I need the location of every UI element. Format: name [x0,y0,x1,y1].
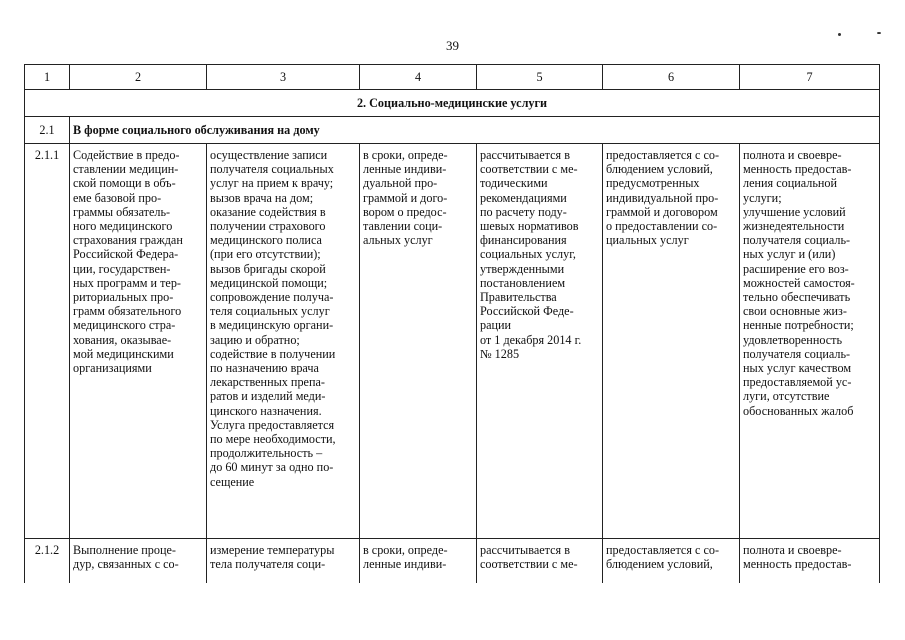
cell-text-line: зацию и обратно; [210,332,300,347]
cell-text-line: можностей самостоя- [743,275,855,290]
service-content-cell [207,144,360,539]
cell-text-line: Российской Феде- [480,304,574,319]
cell-text-line: медицинской помощи; [210,275,328,290]
subsection-title: В форме социального обслуживания на дому [70,117,880,144]
cell-text-line: медицинского стра- [73,318,176,333]
cell-text-line: индивидуальной про- [606,190,719,205]
section-title: 2. Социально-медицинские услуги [25,90,880,117]
cell-text-line: осуществление записи [210,148,328,162]
scan-speck [838,33,841,36]
cell-text-line: тодическими [480,176,548,191]
cell-text-line: ления социальной [743,176,838,191]
cell-text-line: тельно обеспечивать [743,290,851,305]
cell-text-line: блюдением условий, [606,557,713,572]
cell-text-line: расширение его воз- [743,261,849,276]
service-name-cell [70,144,207,539]
cell-text-line: Российской Федера- [73,247,179,262]
cell-text-line: предусмотренных [606,176,700,191]
cell-text-line: финансирования [480,233,567,248]
cell-text-line: полнота и своевре- [743,148,842,162]
header-cell: 6 [603,65,740,90]
cell-text-line: утвержденными [480,261,565,276]
service-terms-cell [360,144,477,539]
cell-text-line: рассчитывается в [480,543,570,557]
cell-text-line: социальных услуг, [480,247,576,262]
cell-text-line: риториальных про- [73,290,174,305]
cell-text-line: ненные потребности; [743,318,854,333]
cell-text-line: дур, связанных с со- [73,557,179,572]
cell-text-line: Услуга предоставляется [210,417,335,432]
row-number: 2.1.2 [25,539,70,584]
cell-text-line: сещение [210,474,255,489]
page-number: 39 [446,38,459,53]
cell-text-line: Правительства [480,290,557,305]
cell-text-line: менность предостав- [743,557,852,572]
table-row [25,144,880,539]
cell-text-line: по назначению врача [210,361,319,376]
cell-text-line: в сроки, опреде- [363,148,448,162]
service-tariff-cell [477,144,603,539]
cell-text-line: луги, отсутствие [743,389,830,404]
cell-text-line: постановлением [480,275,566,290]
cell-text-line: хования, оказывае- [73,332,172,347]
cell-text-line: циальных услуг [606,233,689,248]
cell-text-line: сопровождение получа- [210,290,334,305]
cell-text-line: мой медицинскими [73,346,174,361]
subsection-row [25,117,880,144]
section-row [25,90,880,117]
cell-text-line: тавлении соци- [363,219,443,234]
cell-text-line: предоставляемой ус- [743,375,852,390]
cell-text-line: медицинского полиса [210,233,322,248]
cell-text-line: тела получателя соци- [210,557,326,572]
cell-text-line: грамм обязательного [73,304,182,319]
subsection-number: 2.1 [25,117,70,144]
cell-text-line: вором о предос- [363,204,447,219]
header-cell: 2 [70,65,207,90]
cell-text-line: получении страхового [210,219,326,234]
cell-text-line: ставлении медицин- [73,162,179,177]
cell-text-line: (при его отсутствии); [210,247,321,262]
header-cell: 7 [740,65,880,90]
cell-text-line: предоставляется с со- [606,543,720,557]
cell-text-line: получателя социаль- [743,233,851,248]
cell-text-line: соответствии с ме- [480,162,578,177]
cell-text-line: получателя социальных [210,162,334,177]
cell-text-line: цинского назначения. [210,403,322,418]
cell-text-line: в медицинскую органи- [210,318,334,333]
cell-text-line: продолжительность – [210,446,323,461]
cell-text-line: страхования граждан [73,233,183,248]
cell-text-line: ного медицинского [73,219,173,234]
cell-text-line: улучшение условий [743,204,846,219]
service-content-cell [207,539,360,584]
header-cell: 1 [25,65,70,90]
header-row [25,65,880,90]
cell-text-line: ных услуг и (или) [743,247,836,262]
service-conditions-cell [603,539,740,584]
cell-text-line: № 1285 [480,346,520,361]
cell-text-line: ленные индиви- [363,162,447,177]
cell-text-line: по расчету поду- [480,204,567,219]
cell-text-line: ратов и изделий меди- [210,389,326,404]
header-cell: 3 [207,65,360,90]
cell-text-line: о предоставлении со- [606,219,718,234]
cell-text-line: ных программ и тер- [73,275,181,290]
cell-text-line: получателя социаль- [743,346,851,361]
cell-text-line: ции, государствен- [73,261,171,276]
cell-text-line: оказание содействия в [210,204,326,219]
cell-text-line: измерение температуры [210,543,335,557]
cell-text-line: от 1 декабря 2014 г. [480,332,582,347]
service-quality-cell [740,539,880,584]
cell-text-line: организациями [73,361,152,376]
table-row [25,539,880,584]
row-number: 2.1.1 [25,144,70,539]
cell-text-line: обоснованных жалоб [743,403,854,418]
cell-text-line: шевых нормативов [480,219,579,234]
services-table [24,64,880,583]
cell-text-line: граммой и дого- [363,190,448,205]
cell-text-line: ской помощи в объ- [73,176,176,191]
service-quality-cell [740,144,880,539]
cell-text-line: менность предостав- [743,162,852,177]
cell-text-line: полнота и своевре- [743,543,842,557]
service-name-cell [70,539,207,584]
cell-text-line: дуальной про- [363,176,438,191]
header-cell: 5 [477,65,603,90]
cell-text-line: по мере необходимости, [210,432,336,447]
cell-text-line: содействие в получении [210,346,336,361]
service-tariff-cell [477,539,603,584]
service-conditions-cell [603,144,740,539]
cell-text-line: Выполнение проце- [73,543,176,557]
cell-text-line: предоставляется с со- [606,148,720,162]
cell-text-line: лекарственных препа- [210,375,325,390]
cell-text-line: Содействие в предо- [73,148,180,162]
cell-text-line: вызов врача на дом; [210,190,314,205]
cell-text-line: еме базовой про- [73,190,162,205]
cell-text-line: граммы обязатель- [73,204,171,219]
cell-text-line: жизнедеятельности [743,219,845,234]
cell-text-line: в сроки, опреде- [363,543,448,557]
cell-text-line: услуги; [743,190,782,205]
cell-text-line: блюдением условий, [606,162,713,177]
cell-text-line: рекомендациями [480,190,567,205]
cell-text-line: рассчитывается в [480,148,570,162]
scan-speck [877,32,881,34]
cell-text-line: теля социальных услуг [210,304,330,319]
cell-text-line: рации [480,318,512,333]
cell-text-line: свои основные жиз- [743,304,847,319]
cell-text-line: альных услуг [363,233,433,248]
header-cell: 4 [360,65,477,90]
cell-text-line: услуг на прием к врачу; [210,176,334,191]
cell-text-line: до 60 минут за одно по- [210,460,334,475]
cell-text-line: ных услуг качеством [743,361,852,376]
service-terms-cell [360,539,477,584]
cell-text-line: вызов бригады скорой [210,261,326,276]
cell-text-line: удовлетворенность [743,332,843,347]
cell-text-line: соответствии с ме- [480,557,578,572]
cell-text-line: ленные индиви- [363,557,447,572]
cell-text-line: граммой и договором [606,204,718,219]
